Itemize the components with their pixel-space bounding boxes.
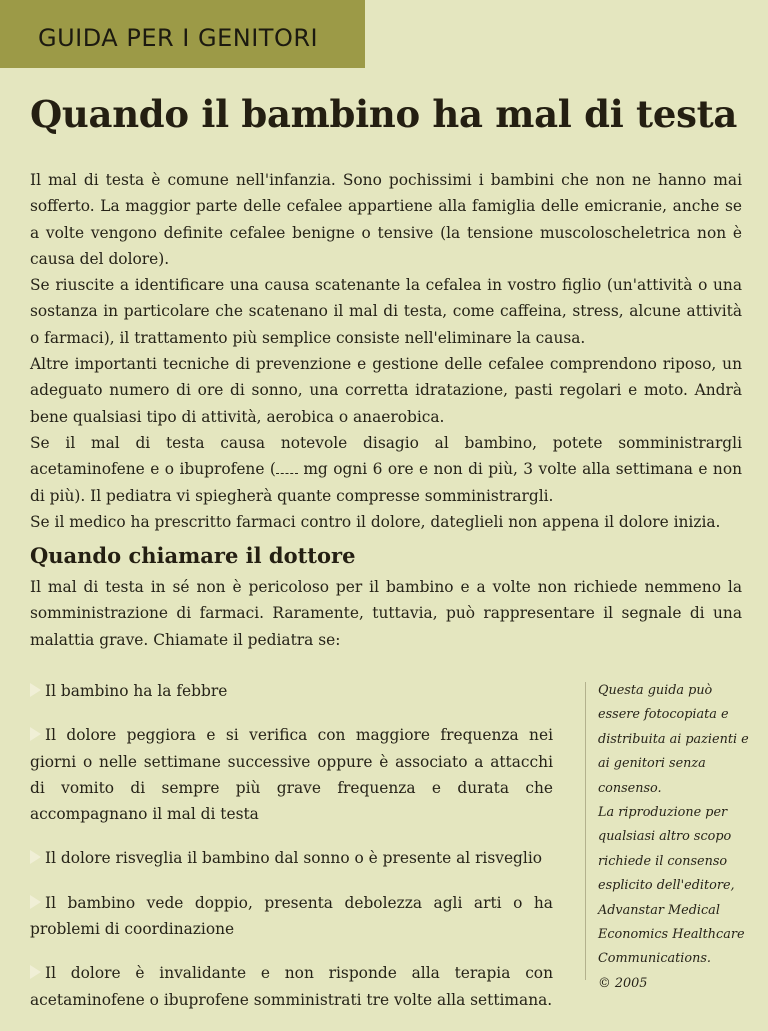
list-item [30, 890, 553, 943]
paragraph: Se riuscite a identificare una causa scatenante la cefalea in vostro figlio (un'attività o una sostanza in particolare che scatenano il mal di testa, come caffeina, stress, alcune attività o farmaci), il trattamento più semplice consiste nell'eliminare la causa. [30, 276, 742, 347]
copyright-note [598, 679, 758, 996]
paragraph: Se il medico ha prescritto farmaci contro il dolore, dateglieli non appena il dolore inizia. [30, 512, 721, 531]
dose-paragraph [30, 430, 742, 509]
column-divider [585, 682, 586, 980]
copyright-line: © 2005 [598, 975, 648, 991]
section-intro: Il mal di testa in sé non è pericoloso per il bambino e a volte non richiede nemmeno la somministrazione di farmaci. Raramente, tuttavia, può rappresentare il segnale di una malattia grave. Chiamate il pediatra se: [30, 578, 742, 649]
list-item [30, 678, 553, 704]
note-text: Questa guida può essere fotocopiata e distribuita ai pazienti e ai genitori senza consenso. [598, 683, 749, 796]
intro-text [30, 167, 742, 535]
dose-text-after: mg ogni 6 ore e non di più, 3 volte alla settimana e non di più). Il pediatra vi spiegherà quante compresse somministrargli. [30, 460, 743, 505]
paragraph: Altre importanti tecniche di prevenzione e gestione delle cefalee comprendono riposo, un adeguato numero di ore di sonno, una corretta idratazione, pasti regolari e moto. Andrà bene qualsiasi tipo di attività, aerobica o anaerobica. [30, 355, 742, 426]
triangle-arrow-icon [30, 850, 41, 864]
list-item-text: Il bambino ha la febbre [45, 682, 228, 700]
triangle-arrow-icon [30, 965, 41, 979]
section-label: GUIDA PER I GENITORI [38, 24, 319, 52]
list-item [30, 722, 553, 827]
triangle-arrow-icon [30, 727, 41, 741]
list-item-text: Il dolore risveglia il bambino dal sonno o è presente al risveglio [45, 849, 543, 868]
paragraph: Il mal di testa è comune nell'infanzia. Sono pochissimi i bambini che non ne hanno mai sofferto. La maggior parte delle cefalee appartiene alla famiglia delle emicranie, anche se a volte vengono definite cefalee benigne o tensive (la tensione muscoloscheletrica non è causa del dolore). [30, 171, 742, 268]
dose-text-before: Se il mal di testa causa notevole disagio al bambino, potete somministrargli acetaminofene e o ibuprofene ( [30, 433, 742, 479]
list-item-text: Il dolore peggiora e si verifica con maggiore frequenza nei giorni o nelle settimane successive oppure è associato a attacchi di vomito di sempre più grave frequenza e durata che accompagnano il mal di testa [30, 726, 553, 824]
triangle-arrow-icon [30, 895, 41, 909]
dose-blank [276, 461, 298, 474]
symptom-list [30, 678, 553, 1031]
section-title: Quando chiamare il dottore [30, 543, 356, 568]
list-item [30, 845, 553, 871]
triangle-arrow-icon [30, 683, 41, 697]
list-item [30, 960, 553, 1013]
list-item-text: Il bambino vede doppio, presenta debolezza agli arti o ha problemi di coordinazione [30, 893, 553, 939]
note-text: La riproduzione per qualsiasi altro scopo richiede il consenso esplicito dell'editore, Advanstar Medical Economics Healthcare Communications. [598, 805, 745, 967]
page-title: Quando il bambino ha mal di testa [30, 92, 738, 136]
list-item-text: Il dolore è invalidante e non risponde alla terapia con acetaminofene o ibuprofene somministrati tre volte alla settimana. [30, 964, 553, 1009]
